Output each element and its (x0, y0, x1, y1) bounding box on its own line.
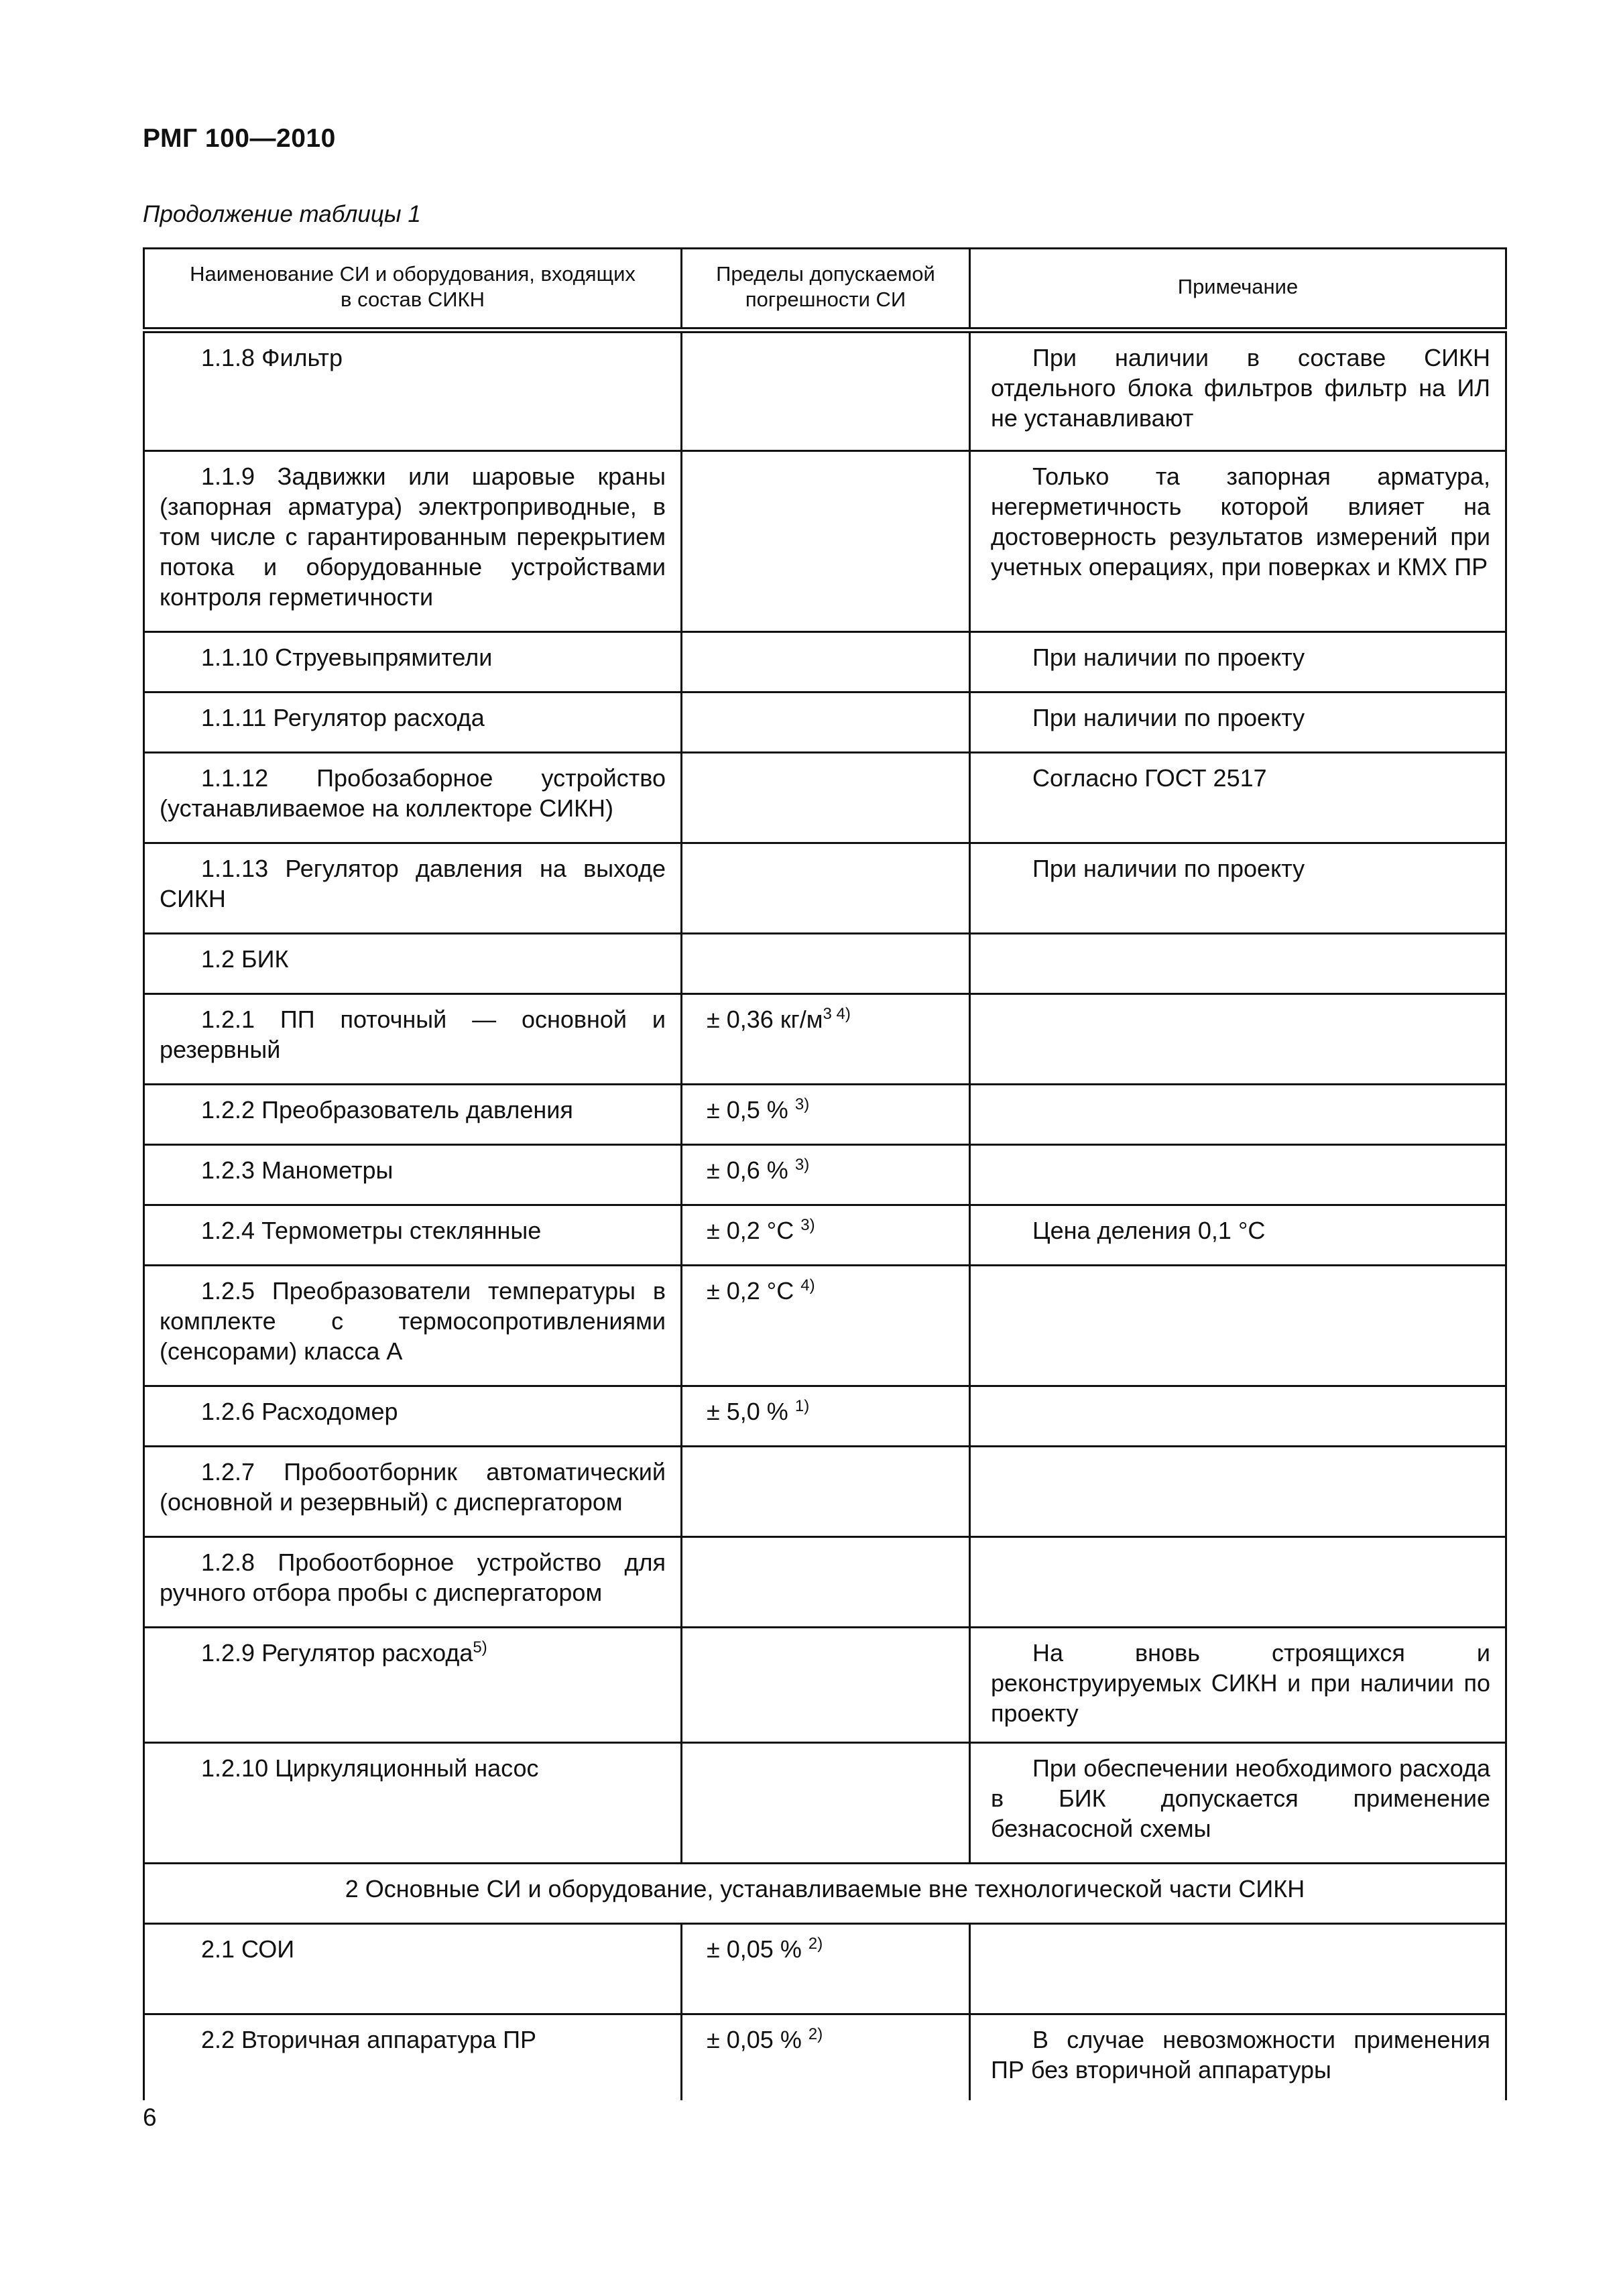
limit-value: ± 5,0 % (707, 1398, 788, 1425)
cell-name (144, 843, 682, 934)
cell-name (144, 692, 682, 753)
footnote-ref: 2) (808, 2025, 823, 2043)
table-row (144, 1145, 1506, 1205)
cell-name (144, 1924, 682, 2014)
cell-limit (682, 1205, 970, 1266)
footnote-ref: 3) (794, 1156, 810, 1174)
table-row (144, 1447, 1506, 1537)
cell-name (144, 753, 682, 843)
table-header-row (144, 249, 1506, 330)
cell-name (144, 1743, 682, 1864)
table-row (144, 1266, 1506, 1386)
row-name-text: 1.2.2 Преобразователь давления (201, 1096, 573, 1124)
note-text: При наличии по проекту (1032, 644, 1305, 671)
row-name-text: 1.2.10 Циркуляционный насос (201, 1754, 539, 1782)
table-row (144, 843, 1506, 934)
cell-limit (682, 1266, 970, 1386)
page-number: 6 (143, 2104, 157, 2131)
cell-note (970, 330, 1506, 451)
cell-limit (682, 843, 970, 934)
cell-name (144, 1537, 682, 1628)
table-row (144, 934, 1506, 994)
cell-name (144, 1447, 682, 1537)
table-row (144, 451, 1506, 632)
cell-limit (682, 994, 970, 1085)
cell-name (144, 451, 682, 632)
cell-limit (682, 1085, 970, 1145)
cell-limit (682, 1924, 970, 2014)
cell-limit (682, 330, 970, 451)
cell-name (144, 1386, 682, 1447)
table-row (144, 632, 1506, 692)
footnote-ref: 4) (800, 1276, 815, 1294)
cell-limit (682, 632, 970, 692)
cell-note (970, 753, 1506, 843)
cell-note (970, 692, 1506, 753)
row-name-text: 2.1 СОИ (201, 1935, 295, 1963)
cell-note (970, 934, 1506, 994)
cell-note (970, 1628, 1506, 1743)
table-row (144, 1924, 1506, 2014)
document-code: РМГ 100—2010 (143, 124, 336, 153)
table-row (144, 1085, 1506, 1145)
cell-limit (682, 2014, 970, 2100)
row-name-text: 1.1.12 Пробозаборное устройство (устанавливаемое на коллекторе СИКН) (160, 764, 666, 822)
footnote-ref: 3) (800, 1216, 815, 1234)
row-name-text: 2.2 Вторичная аппаратура ПР (201, 2026, 536, 2053)
table-row (144, 1386, 1506, 1447)
note-text: При наличии в составе СИКН отдельного блока фильтров фильтр на ИЛ не устанавливают (991, 344, 1490, 432)
cell-name (144, 994, 682, 1085)
table-row (144, 1537, 1506, 1628)
cell-limit (682, 1628, 970, 1743)
cell-limit (682, 1386, 970, 1447)
cell-note (970, 1145, 1506, 1205)
table-row (144, 2014, 1506, 2100)
cell-note (970, 1537, 1506, 1628)
row-name-text: 1.1.8 Фильтр (201, 344, 343, 371)
note-text: Только та запорная арматура, негерметичность которой влияет на достоверность результатов измерений при учетных операциях, при поверках и КМХ ПР (991, 463, 1490, 581)
cell-limit (682, 1447, 970, 1537)
limit-value: ± 0,2 °С (707, 1217, 794, 1244)
cell-limit (682, 753, 970, 843)
note-text: При наличии по проекту (1032, 704, 1305, 731)
table-row (144, 994, 1506, 1085)
header-name: Наименование СИ и оборудования, входящих в состав СИКН (144, 249, 682, 330)
row-name-text: 1.2.3 Манометры (201, 1156, 394, 1184)
note-text: Цена деления 0,1 °С (1032, 1217, 1266, 1244)
limit-value: ± 0,5 % (707, 1096, 788, 1124)
note-text: Согласно ГОСТ 2517 (1032, 764, 1267, 792)
cell-note (970, 994, 1506, 1085)
cell-name (144, 632, 682, 692)
cell-note (970, 1924, 1506, 2014)
footnote-ref: 3) (794, 1095, 810, 1113)
cell-note (970, 1386, 1506, 1447)
note-text: На вновь строящихся и реконструируемых СИКН и при наличии по проекту (991, 1639, 1490, 1727)
row-name-text: 1.2.9 Регулятор расхода (201, 1639, 473, 1667)
row-name-text: 1.2.8 Пробоотборное устройство для ручного отбора пробы с диспергатором (160, 1549, 666, 1606)
cell-note (970, 2014, 1506, 2100)
cell-note (970, 1266, 1506, 1386)
row-name-text: 1.1.11 Регулятор расхода (201, 704, 485, 731)
cell-name (144, 1205, 682, 1266)
footnote-ref: 1) (794, 1397, 810, 1415)
cell-note (970, 451, 1506, 632)
row-name-text: 1.2.6 Расходомер (201, 1398, 398, 1425)
section-heading-row (144, 1864, 1506, 1924)
limit-value: ± 0,6 % (707, 1156, 788, 1184)
note-text: В случае невозможности применения ПР без вторичной аппаратуры (991, 2026, 1490, 2083)
cell-note (970, 1743, 1506, 1864)
section-heading: 2 Основные СИ и оборудование, устанавливаемые вне технологической части СИКН (144, 1864, 1506, 1924)
table-row (144, 330, 1506, 451)
table-row (144, 1628, 1506, 1743)
cell-name (144, 1145, 682, 1205)
table-row (144, 692, 1506, 753)
cell-note (970, 632, 1506, 692)
cell-note (970, 843, 1506, 934)
footnote-ref: 3 4) (823, 1005, 851, 1023)
limit-value: ± 0,2 °С (707, 1277, 794, 1305)
row-name-text: 1.1.10 Струевыпрямители (201, 644, 493, 671)
limit-value: ± 0,36 кг/м (707, 1006, 823, 1033)
cell-name (144, 1266, 682, 1386)
row-name-text: 1.1.13 Регулятор давления на выходе СИКН (160, 855, 666, 912)
row-name-text: 1.2.4 Термометры стеклянные (201, 1217, 542, 1244)
note-text: При обеспечении необходимого расхода в БИК допускается применение безнасосной схемы (991, 1754, 1490, 1842)
table-row (144, 1205, 1506, 1266)
cell-limit (682, 1537, 970, 1628)
cell-limit (682, 934, 970, 994)
main-table (143, 247, 1507, 2100)
header-limits: Пределы допускаемой погрешности СИ (682, 249, 970, 330)
limit-value: ± 0,05 % (707, 2026, 802, 2053)
cell-limit (682, 451, 970, 632)
cell-limit (682, 1145, 970, 1205)
cell-limit (682, 1743, 970, 1864)
cell-note (970, 1205, 1506, 1266)
cell-note (970, 1085, 1506, 1145)
table-caption: Продолжение таблицы 1 (143, 201, 421, 227)
footnote-ref: 5) (473, 1638, 487, 1656)
cell-name (144, 330, 682, 451)
row-name-text: 1.2 БИК (201, 945, 289, 973)
header-note: Примечание (970, 249, 1506, 330)
table-row (144, 1743, 1506, 1864)
row-name-text: 1.2.7 Пробоотборник автоматический (основной и резервный) с диспергатором (160, 1458, 666, 1516)
cell-name (144, 1628, 682, 1743)
note-text: При наличии по проекту (1032, 855, 1305, 882)
footnote-ref: 2) (808, 1935, 823, 1953)
cell-limit (682, 692, 970, 753)
table-row (144, 753, 1506, 843)
row-name-text: 1.2.5 Преобразователи температуры в комплекте с термосопротивлениями (сенсорами) класса А (160, 1277, 666, 1365)
limit-value: ± 0,05 % (707, 1935, 802, 1963)
row-name-text: 1.1.9 Задвижки или шаровые краны (запорная арматура) электроприводные, в том числе с гарантированным перекрытием потока и оборудованные устройствами контроля герметичности (160, 463, 666, 611)
cell-note (970, 1447, 1506, 1537)
cell-name (144, 934, 682, 994)
row-name-text: 1.2.1 ПП поточный — основной и резервный (160, 1006, 666, 1063)
cell-name (144, 1085, 682, 1145)
cell-name (144, 2014, 682, 2100)
